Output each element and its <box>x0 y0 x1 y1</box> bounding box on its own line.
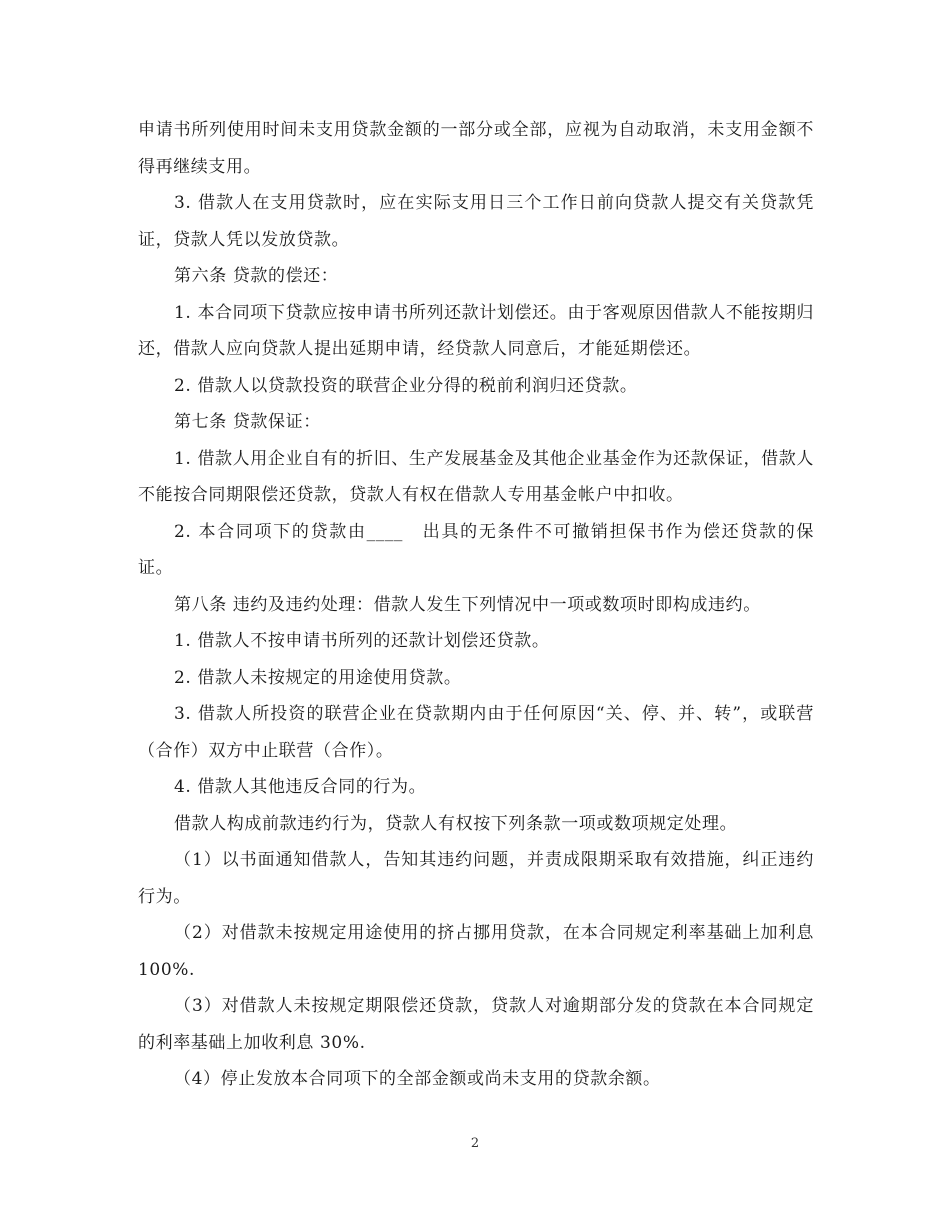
paragraph-remedies-intro: 借款人构成前款违约行为，贷款人有权按下列条款一项或数项规定处理。 <box>174 813 738 834</box>
paragraph-clause-8-1: 1. 借款人不按申请书所列的还款计划偿还贷款。 <box>174 631 550 651</box>
paragraph-clause-5-3: 3. 借款人在支用贷款时，应在实际支用日三个工作日前向贷款人提交有关贷款凭证，贷款人凭以发放贷款。 <box>138 193 814 250</box>
paragraph-remedy-4: （4）停止发放本合同项下的全部金额或尚未支用的贷款余额。 <box>174 1069 661 1089</box>
paragraph-clause-8-2: 2. 借款人未按规定的用途使用贷款。 <box>174 667 462 688</box>
paragraph-continuation: 申请书所列使用时间未支用贷款金额的一部分或全部，应视为自动取消，未支用金额不得再继续支用。 <box>138 120 814 177</box>
paragraph-remedy-3: （3）对借款人未按规定期限偿还贷款，贷款人对逾期部分发的贷款在本合同规定的利率基础上加收利息 30%. <box>138 996 814 1053</box>
paragraph-remedy-2: （2）对借款未按规定用途使用的挤占挪用贷款，在本合同规定利率基础上加利息 100%. <box>138 923 814 980</box>
heading-article-7: 第七条 贷款保证： <box>174 412 321 432</box>
page-number: 2 <box>470 1136 480 1151</box>
paragraph-clause-6-2: 2. 借款人以贷款投资的联营企业分得的税前利润归还贷款。 <box>174 375 638 396</box>
paragraph-clause-7-1: 1. 借款人用企业自有的折旧、生产发展基金及其他企业基金作为还款保证，借款人不能按合同期限偿还贷款，贷款人有权在借款人专用基金帐户中扣收。 <box>138 448 814 505</box>
document-body <box>138 112 814 1098</box>
heading-article-8: 第八条 违约及违约处理：借款人发生下列情况中一项或数项时即构成违约。 <box>174 594 761 615</box>
paragraph-clause-6-1: 1. 本合同项下贷款应按申请书所列还款计划偿还。由于客观原因借款人不能按期归还，借款人应向贷款人提出延期申请，经贷款人同意后，才能延期偿还。 <box>138 302 814 359</box>
paragraph-clause-7-2: 2. 本合同项下的贷款由____ 出具的无条件不可撤销担保书作为偿还贷款的保证。 <box>138 521 814 578</box>
paragraph-clause-8-3: 3. 借款人所投资的联营企业在贷款期内由于任何原因“关、停、并、转”，或联营（合作）双方中止联营（合作）。 <box>138 704 814 761</box>
paragraph-remedy-1: （1）以书面通知借款人，告知其违约问题，并责成限期采取有效措施，纠正违约行为。 <box>138 850 814 907</box>
heading-article-6: 第六条 贷款的偿还： <box>174 266 339 286</box>
paragraph-clause-8-4: 4. 借款人其他违反合同的行为。 <box>174 777 427 797</box>
